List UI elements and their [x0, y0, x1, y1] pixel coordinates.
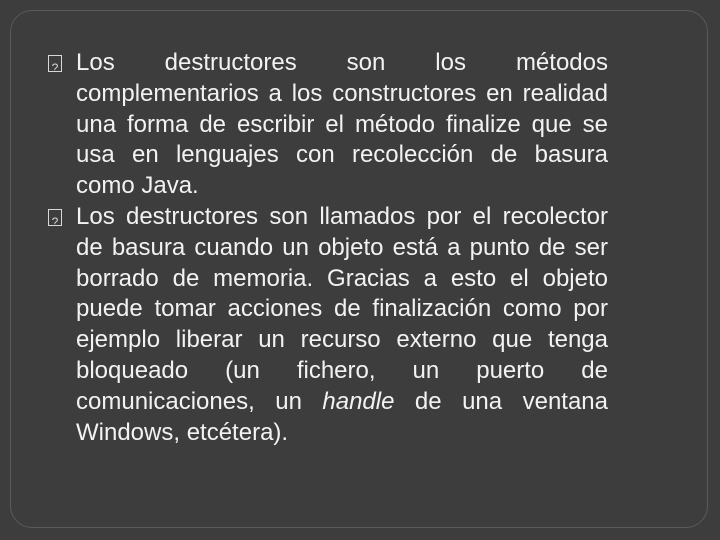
bullet-text-2-start: Los destructores son llamados por el recolector de basura cuando un objeto está a punto de ser borrado de memoria. Gracias a esto el objeto puede tomar acciones de finalización como por ejemplo liberar un recurso externo que tenga bloqueado (un fichero, un puerto de comunicaciones, un	[76, 202, 608, 415]
bullet-item-2	[48, 202, 608, 448]
bullet-text-2-end: de una ventana Windows, etcétera).	[76, 387, 608, 446]
missing-glyph-box-icon	[48, 55, 62, 72]
bullet-text-2-italic: handle	[322, 387, 395, 415]
slide-content	[48, 48, 608, 448]
missing-glyph-box-icon	[48, 209, 62, 226]
bullet-text-1: Los destructores son los métodos complementarios a los constructores en realidad una forma de escribir el método finalize que se usa en lenguajes con recolección de basura como Java.	[76, 49, 608, 200]
bullet-item-1	[48, 48, 608, 202]
